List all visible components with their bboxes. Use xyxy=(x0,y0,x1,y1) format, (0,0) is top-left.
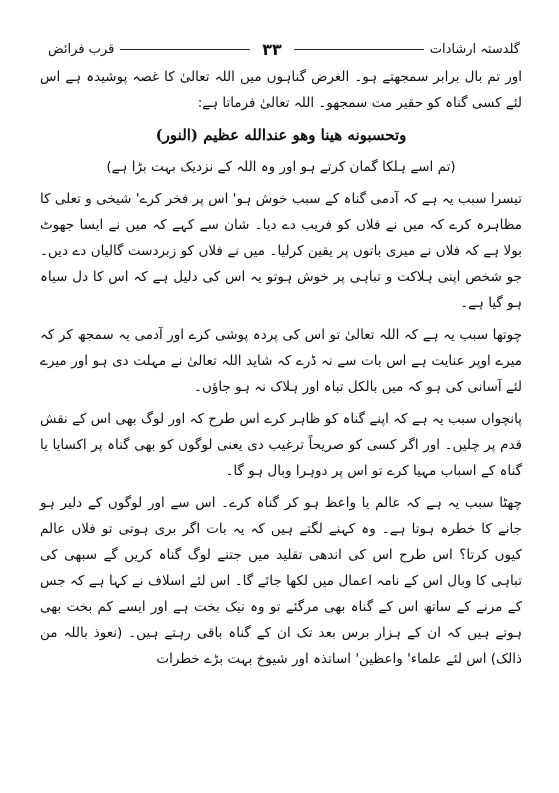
page-body xyxy=(40,64,522,678)
header-rule-right xyxy=(294,49,424,50)
page-number: ۳۳ xyxy=(262,39,282,59)
paragraph-third-cause: تیسرا سبب یہ ہے کہ آدمی گناہ کے سبب خوش ہو' اس پر فخر کرے' شیخی و تعلی کا مظاہرہ کرے کہ میں نے فلاں کو فریب دے دیا۔ شان سے کہے کہ میں نے ایسا جھوٹ بولا ہے کہ فلاں نے میری باتوں پر یقین کرلیا۔ میں نے فلاں کو زبردست گالیاں دے دیں۔ جو شخص اپنی ہلاکت و تباہی پر خوش ہوتو یہ اس کی دلیل ہے کہ اس کا دل سیاہ ہو گیا ہے۔ xyxy=(40,191,522,311)
chapter-title: قرب فرائض xyxy=(47,41,115,57)
book-title: گلدستہ ارشادات xyxy=(429,41,520,57)
page-header xyxy=(48,38,520,60)
header-rule-left xyxy=(120,49,250,50)
paragraph-intro: اور تم بال برابر سمجھتے ہو۔ الغرض گناہوں میں اللہ تعالیٰ کا غصہ پوشیدہ ہے اس لئے کسی گناہ کو حقیر مت سمجھو۔ اللہ تعالیٰ فرماتا ہے: xyxy=(40,69,522,111)
paragraph-fourth-cause: چوتھا سبب یہ ہے کہ اللہ تعالیٰ تو اس کی پردہ پوشی کرے اور آدمی یہ سمجھ کر کہ میرے اوپر عنایت ہے اس بات سے نہ ڈرے کہ شاید اللہ تعالیٰ نے مہلت دی ہو اور میرے لئے آسانی کی ہو کہ میں بالکل تباہ اور ہلاک نہ ہو جاؤں۔ xyxy=(40,327,522,395)
paragraph-sixth-cause: چھٹا سبب یہ ہے کہ عالم یا واعظ ہو کر گناہ کرے۔ اس سے اور لوگوں کے دلیر ہو جانے کا خطرہ ہوتا ہے۔ وہ کہنے لگتے ہیں کہ یہ بات اگر بری ہوتی تو فلاں عالم کیوں کرتا؟ اس طرح اس کی اندھی تقلید میں جتنے لوگ گناہ کریں گے سبھی کی تباہی کا وبال اس کے نامہ اعمال میں لکھا جائے گا۔ اس لئے اسلاف نے کہا ہے کہ جس کے مرنے کے ساتھ اس کے گناہ بھی مرگئے تو وہ نیک بخت ہے اور ایسے کم بخت بھی ہوتے ہیں کہ ان کے ہزار برس بعد تک ان کے گناہ باقی رہتے ہیں۔ (نعوذ باللہ من ذالک) اس لئے علماء' واعظین' اساتذہ اور شیوخ بہت بڑے خطرات xyxy=(40,495,522,667)
quran-verse: وتحسبونه هينا وهو عندالله عظيم (النور) xyxy=(155,126,407,144)
paragraph-fifth-cause: پانچواں سبب یہ ہے کہ اپنے گناہ کو ظاہر کرے اس طرح کہ اور لوگ بھی اس کے نقش قدم پر چلیں۔ اور اگر کسی کو صریحاً ترغیب دی یعنی لوگوں کو بھی گناہ پر اکسایا یا گناہ کے اسباب مہیا کرے تو اس پر دوہرا وبال ہو گا۔ xyxy=(40,411,522,479)
verse-translation: (تم اسے ہلکا گمان کرتے ہو اور وہ اللہ کے نزدیک بہت بڑا ہے) xyxy=(106,159,456,175)
